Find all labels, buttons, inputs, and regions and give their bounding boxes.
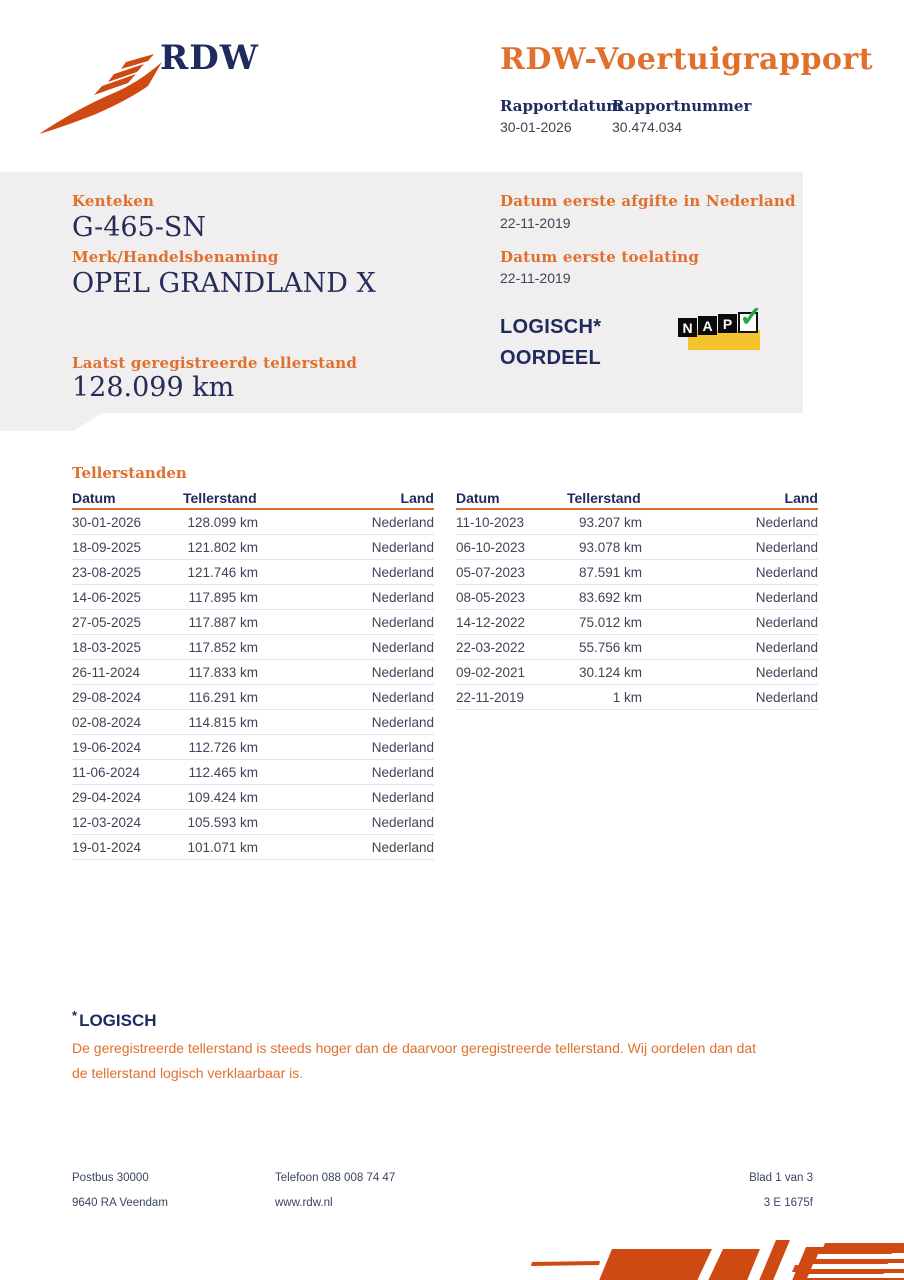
footer-address-line2: 9640 RA Veendam bbox=[72, 1197, 168, 1209]
cell-datum: 05-07-2023 bbox=[456, 564, 526, 580]
cell-tellerstand: 30.124 km bbox=[578, 664, 642, 680]
nap-letter-a: A bbox=[698, 316, 717, 335]
cell-land: Nederland bbox=[371, 514, 434, 530]
table-row bbox=[456, 685, 818, 710]
cell-datum: 14-06-2025 bbox=[72, 589, 142, 605]
footnote-heading bbox=[72, 1008, 157, 1031]
report-number-label: Rapportnummer bbox=[612, 97, 752, 115]
footer-page-indicator: Blad 1 van 3 bbox=[749, 1172, 813, 1184]
header-tellerstand: Tellerstand bbox=[183, 490, 257, 506]
cell-land: Nederland bbox=[755, 689, 818, 705]
oordeel-line2: OORDEEL bbox=[500, 347, 601, 369]
cell-land: Nederland bbox=[755, 539, 818, 555]
merk-label: Merk/Handelsbenaming bbox=[72, 248, 279, 266]
cell-land: Nederland bbox=[755, 664, 818, 680]
footer-website: www.rdw.nl bbox=[275, 1197, 333, 1209]
laatste-tellerstand-value: 128.099 km bbox=[72, 372, 235, 403]
cell-datum: 08-05-2023 bbox=[456, 589, 526, 605]
cell-land: Nederland bbox=[371, 664, 434, 680]
cell-tellerstand: 117.852 km bbox=[188, 639, 258, 655]
cell-datum: 22-11-2019 bbox=[456, 689, 525, 705]
cell-datum: 02-08-2024 bbox=[72, 714, 142, 730]
cell-datum: 23-08-2025 bbox=[72, 564, 142, 580]
cell-datum: 19-06-2024 bbox=[72, 739, 142, 755]
table-header-row bbox=[456, 484, 818, 510]
table-row bbox=[456, 510, 818, 535]
cell-tellerstand: 114.815 km bbox=[188, 714, 258, 730]
odometer-table-left bbox=[72, 484, 434, 860]
kenteken-label: Kenteken bbox=[72, 192, 155, 210]
cell-tellerstand: 75.012 km bbox=[578, 614, 642, 630]
table-row bbox=[72, 810, 434, 835]
cell-tellerstand: 101.071 km bbox=[187, 839, 258, 855]
cell-datum: 22-03-2022 bbox=[456, 639, 526, 655]
header-tellerstand: Tellerstand bbox=[567, 490, 641, 506]
cell-datum: 30-01-2026 bbox=[72, 514, 142, 530]
oordeel-text bbox=[500, 312, 601, 374]
cell-datum: 14-12-2022 bbox=[456, 614, 526, 630]
cell-tellerstand: 116.291 km bbox=[188, 689, 258, 705]
toelating-label: Datum eerste toelating bbox=[500, 248, 700, 266]
cell-land: Nederland bbox=[371, 539, 434, 555]
cell-datum: 18-09-2025 bbox=[72, 539, 142, 555]
header-datum: Datum bbox=[456, 490, 500, 506]
cell-datum: 11-10-2023 bbox=[456, 514, 525, 530]
cell-tellerstand: 83.692 km bbox=[578, 589, 642, 605]
rdw-logo-text: RDW bbox=[160, 38, 259, 78]
summary-panel-tail bbox=[0, 413, 102, 431]
cell-datum: 09-02-2021 bbox=[456, 664, 526, 680]
kenteken-value: G-465-SN bbox=[72, 212, 206, 243]
table-row bbox=[456, 560, 818, 585]
table-row bbox=[72, 610, 434, 635]
header-datum: Datum bbox=[72, 490, 116, 506]
table-row bbox=[72, 785, 434, 810]
cell-datum: 29-08-2024 bbox=[72, 689, 142, 705]
cell-datum: 29-04-2024 bbox=[72, 789, 142, 805]
table-row bbox=[72, 760, 434, 785]
report-number-value: 30.474.034 bbox=[612, 119, 683, 135]
table-row bbox=[72, 660, 434, 685]
cell-tellerstand: 117.887 km bbox=[188, 614, 258, 630]
cell-tellerstand: 121.802 km bbox=[187, 539, 258, 555]
rdw-feather-logo-icon bbox=[36, 48, 168, 136]
cell-land: Nederland bbox=[371, 714, 434, 730]
cell-datum: 11-06-2024 bbox=[72, 764, 141, 780]
cell-tellerstand: 117.833 km bbox=[188, 664, 258, 680]
odometer-table-right bbox=[456, 484, 818, 860]
header-land: Land bbox=[784, 490, 818, 506]
footer-form-code: 3 E 1675f bbox=[763, 1197, 813, 1209]
laatste-tellerstand-label: Laatst geregistreerde tellerstand bbox=[72, 354, 358, 372]
table-row bbox=[72, 835, 434, 860]
cell-land: Nederland bbox=[371, 564, 434, 580]
cell-land: Nederland bbox=[755, 614, 818, 630]
cell-tellerstand: 128.099 km bbox=[187, 514, 258, 530]
toelating-value: 22-11-2019 bbox=[500, 270, 571, 286]
table-row bbox=[72, 710, 434, 735]
cell-datum: 26-11-2024 bbox=[72, 664, 141, 680]
cell-land: Nederland bbox=[371, 689, 434, 705]
table-row bbox=[456, 535, 818, 560]
cell-tellerstand: 121.746 km bbox=[187, 564, 258, 580]
cell-land: Nederland bbox=[755, 589, 818, 605]
cell-land: Nederland bbox=[371, 789, 434, 805]
footer-address-line1: Postbus 30000 bbox=[72, 1172, 149, 1184]
table-row bbox=[456, 585, 818, 610]
odometer-tables bbox=[72, 484, 818, 860]
afgifte-label: Datum eerste afgifte in Nederland bbox=[500, 192, 796, 210]
footnote-title: LOGISCH bbox=[79, 1011, 157, 1030]
table-header-row bbox=[72, 484, 434, 510]
table-row bbox=[72, 635, 434, 660]
report-date-label: Rapportdatum bbox=[500, 97, 623, 115]
table-row bbox=[456, 660, 818, 685]
report-date-value: 30-01-2026 bbox=[500, 119, 572, 135]
cell-datum: 12-03-2024 bbox=[72, 814, 142, 830]
cell-tellerstand: 1 km bbox=[612, 689, 642, 705]
cell-tellerstand: 105.593 km bbox=[187, 814, 258, 830]
table-row bbox=[72, 585, 434, 610]
footer-phone: Telefoon 088 008 74 47 bbox=[275, 1172, 396, 1184]
nap-letter-n: N bbox=[678, 318, 697, 337]
cell-land: Nederland bbox=[371, 839, 434, 855]
nap-letter-p: P bbox=[718, 314, 737, 333]
page-title: RDW-Voertuigrapport bbox=[500, 42, 874, 77]
table-row bbox=[72, 510, 434, 535]
cell-land: Nederland bbox=[755, 564, 818, 580]
cell-land: Nederland bbox=[371, 589, 434, 605]
footnote-text: De geregistreerde tellerstand is steeds hoger dan de daarvoor geregistreerde tellerstand. Wij oordelen dan dat de tellerstand logisch verklaarbaar is. bbox=[72, 1040, 757, 1081]
bottom-stripes-decoration-icon bbox=[520, 1235, 904, 1280]
table-row bbox=[72, 535, 434, 560]
table-row bbox=[456, 610, 818, 635]
nap-checkmark-icon: ✓ bbox=[739, 301, 763, 332]
merk-value: OPEL GRANDLAND X bbox=[72, 268, 376, 299]
cell-tellerstand: 109.424 km bbox=[187, 789, 258, 805]
cell-tellerstand: 93.207 km bbox=[578, 514, 642, 530]
table-row bbox=[72, 735, 434, 760]
cell-land: Nederland bbox=[371, 814, 434, 830]
table-row bbox=[72, 560, 434, 585]
afgifte-value: 22-11-2019 bbox=[500, 215, 571, 231]
cell-land: Nederland bbox=[371, 739, 434, 755]
cell-tellerstand: 117.895 km bbox=[188, 589, 258, 605]
cell-datum: 18-03-2025 bbox=[72, 639, 142, 655]
nap-logo bbox=[678, 301, 763, 352]
cell-tellerstand: 87.591 km bbox=[578, 564, 642, 580]
cell-datum: 06-10-2023 bbox=[456, 539, 526, 555]
table-row bbox=[456, 635, 818, 660]
cell-land: Nederland bbox=[371, 614, 434, 630]
cell-datum: 27-05-2025 bbox=[72, 614, 142, 630]
cell-tellerstand: 112.465 km bbox=[188, 764, 258, 780]
cell-tellerstand: 112.726 km bbox=[188, 739, 258, 755]
tellerstanden-section-title: Tellerstanden bbox=[72, 464, 187, 482]
table-row bbox=[72, 685, 434, 710]
cell-land: Nederland bbox=[371, 764, 434, 780]
cell-tellerstand: 55.756 km bbox=[578, 639, 642, 655]
footnote-asterisk: * bbox=[72, 1008, 78, 1023]
cell-datum: 19-01-2024 bbox=[72, 839, 142, 855]
cell-land: Nederland bbox=[755, 514, 818, 530]
header-land: Land bbox=[400, 490, 434, 506]
cell-tellerstand: 93.078 km bbox=[578, 539, 642, 555]
oordeel-line1: LOGISCH* bbox=[500, 316, 602, 338]
cell-land: Nederland bbox=[755, 639, 818, 655]
cell-land: Nederland bbox=[371, 639, 434, 655]
